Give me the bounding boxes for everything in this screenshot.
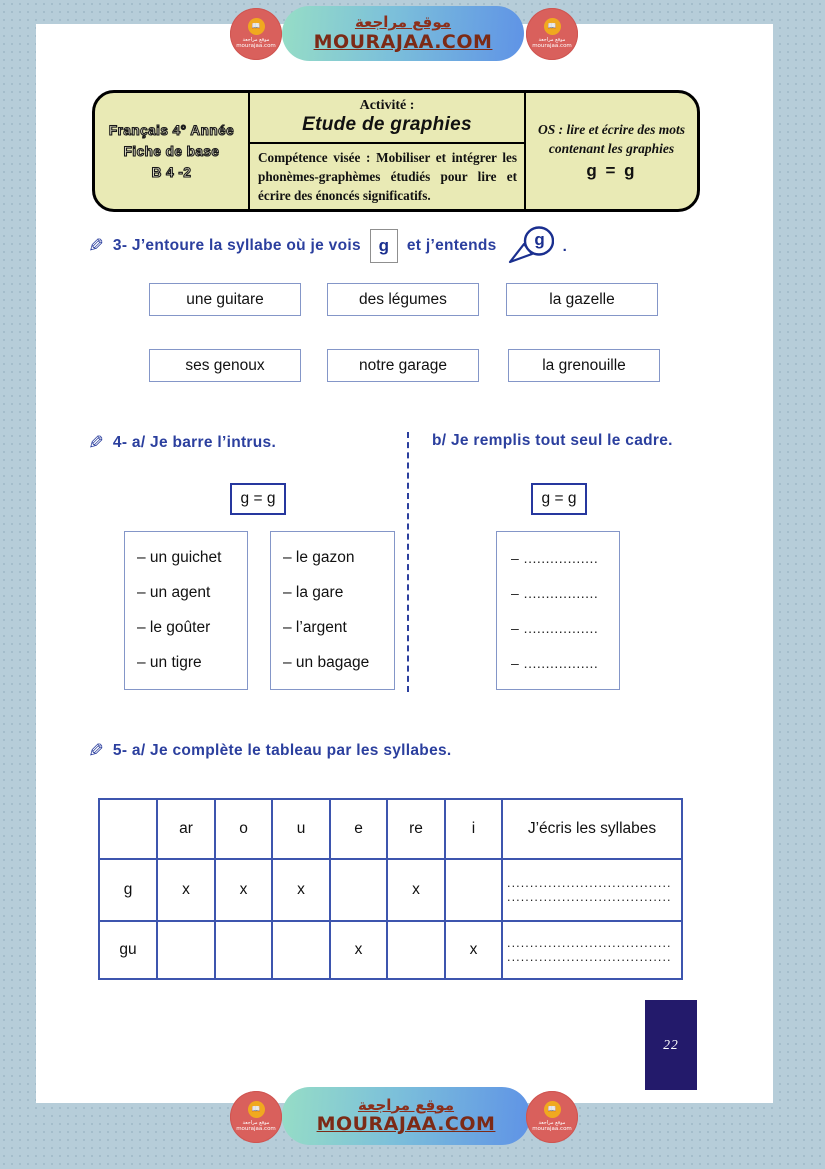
badge-arabic: موقع مراجعة bbox=[538, 1119, 566, 1126]
banner-site-url: MOURAJAA.COM bbox=[313, 30, 493, 53]
ex4a-title: 4- a/ Je barre l’intrus. bbox=[112, 434, 277, 451]
fill-line: – ................. bbox=[511, 620, 599, 637]
sheet-type: Fiche de base bbox=[123, 143, 220, 159]
word-box: ses genoux bbox=[149, 349, 301, 382]
word-box: la grenouille bbox=[508, 349, 660, 382]
exercise-3-instruction bbox=[88, 226, 567, 266]
exercise-4b-instruction bbox=[432, 432, 673, 450]
objective-graphies: g = g bbox=[586, 160, 637, 180]
page-number: 22 bbox=[645, 1000, 697, 1090]
objective-text: OS : lire et écrire des mots contenant les graphies bbox=[538, 122, 685, 156]
row-label: gu bbox=[99, 921, 157, 979]
dotted-line: .................................... bbox=[507, 950, 672, 964]
site-badge bbox=[526, 1091, 578, 1143]
header-course-info bbox=[95, 93, 250, 209]
mark-cell bbox=[272, 921, 330, 979]
hear-letter: g bbox=[534, 230, 545, 249]
header-cell bbox=[99, 799, 157, 859]
word-box: la gazelle bbox=[506, 283, 658, 316]
list-item: – le gazon bbox=[283, 548, 355, 566]
mark-cell: x bbox=[445, 921, 502, 979]
fill-line: – ................. bbox=[511, 584, 599, 601]
list-item: – la gare bbox=[283, 583, 344, 601]
header-cell: ar bbox=[157, 799, 215, 859]
header-cell: re bbox=[387, 799, 445, 859]
ex3-text-prefix: 3- J’entoure la syllabe où je vois bbox=[112, 237, 361, 254]
speech-bubble-icon bbox=[506, 226, 554, 266]
table-header-row bbox=[99, 799, 682, 859]
badge-site: mourajaa.com bbox=[236, 1126, 276, 1133]
dashed-divider bbox=[407, 432, 409, 692]
list-item: – un guichet bbox=[137, 548, 222, 566]
header-activity bbox=[250, 93, 526, 209]
table-row bbox=[99, 859, 682, 921]
mark-cell: x bbox=[272, 859, 330, 921]
badge-arabic: موقع مراجعة bbox=[242, 36, 270, 43]
badge-site: mourajaa.com bbox=[532, 43, 572, 50]
dotted-line: .................................... bbox=[507, 876, 672, 890]
book-icon: 📖 bbox=[544, 18, 561, 35]
ex5-title: 5- a/ Je complète le tableau par les syllabes. bbox=[112, 742, 452, 759]
fill-in-box bbox=[496, 531, 620, 690]
mark-cell bbox=[330, 859, 387, 921]
mark-cell bbox=[157, 921, 215, 979]
banner-arabic-title: موقع مراجعة bbox=[354, 13, 452, 32]
site-badge bbox=[230, 8, 282, 60]
word-box: notre garage bbox=[327, 349, 479, 382]
fill-line: – ................. bbox=[511, 655, 599, 672]
ex3-text-middle: et j’entends bbox=[406, 237, 497, 254]
header-cell: J’écris les syllabes bbox=[502, 799, 682, 859]
activity-label: Activité : bbox=[359, 98, 415, 114]
banner-site-url: MOURAJAA.COM bbox=[316, 1113, 496, 1136]
dotted-line: .................................... bbox=[507, 890, 672, 904]
word-box: une guitare bbox=[149, 283, 301, 316]
site-badge bbox=[230, 1091, 282, 1143]
graphie-box: g = g bbox=[230, 483, 286, 515]
badge-arabic: موقع مراجعة bbox=[538, 36, 566, 43]
header-cell: o bbox=[215, 799, 272, 859]
write-syllables-cell bbox=[502, 859, 682, 921]
header-cell: u bbox=[272, 799, 330, 859]
badge-site: mourajaa.com bbox=[532, 1126, 572, 1133]
book-icon: 📖 bbox=[248, 18, 265, 35]
row-label: g bbox=[99, 859, 157, 921]
dotted-line: .................................... bbox=[507, 936, 672, 950]
badge-site: mourajaa.com bbox=[236, 43, 276, 50]
pencil-icon: ✎ bbox=[88, 432, 104, 454]
mark-cell: x bbox=[157, 859, 215, 921]
exercise-4a-instruction bbox=[88, 432, 276, 454]
list-item: – un bagage bbox=[283, 654, 370, 672]
competence-text: Compétence visée : Mobiliser et intégrer les phonèmes-graphèmes étudiés pour lire et écrire des énoncés significatifs. bbox=[258, 149, 517, 203]
site-banner bbox=[282, 6, 524, 61]
banner-arabic-title: موقع مراجعة bbox=[357, 1095, 455, 1114]
write-syllables-cell bbox=[502, 921, 682, 979]
word-box: des légumes bbox=[327, 283, 479, 316]
book-icon: 📖 bbox=[248, 1101, 265, 1118]
mark-cell bbox=[445, 859, 502, 921]
course-level: Français 4° Année bbox=[108, 122, 235, 138]
mark-cell: x bbox=[215, 859, 272, 921]
table-row bbox=[99, 921, 682, 979]
fill-line: – ................. bbox=[511, 549, 599, 566]
pencil-icon: ✎ bbox=[88, 235, 104, 257]
list-item: – un agent bbox=[137, 583, 211, 601]
book-icon: 📖 bbox=[544, 1101, 561, 1118]
header-cell: i bbox=[445, 799, 502, 859]
ex4b-title: b/ Je remplis tout seul le cadre. bbox=[432, 432, 673, 449]
site-banner bbox=[282, 1087, 530, 1145]
site-badge bbox=[526, 8, 578, 60]
syllable-table bbox=[98, 798, 683, 980]
mark-cell: x bbox=[330, 921, 387, 979]
list-item: – le goûter bbox=[137, 619, 211, 637]
ex3-text-suffix: . bbox=[562, 237, 567, 255]
graphie-box: g = g bbox=[531, 483, 587, 515]
list-item: – l’argent bbox=[283, 619, 347, 637]
header-objective bbox=[526, 93, 697, 209]
word-list-1 bbox=[124, 531, 248, 690]
pencil-icon: ✎ bbox=[88, 740, 104, 762]
header-cell: e bbox=[330, 799, 387, 859]
list-item: – un tigre bbox=[137, 654, 202, 672]
mark-cell: x bbox=[387, 859, 445, 921]
sheet-code: B 4 -2 bbox=[151, 164, 192, 180]
worksheet-header bbox=[92, 90, 700, 212]
exercise-5-instruction bbox=[88, 740, 452, 762]
mark-cell bbox=[215, 921, 272, 979]
activity-title: Etude de graphies bbox=[302, 114, 472, 136]
word-list-2 bbox=[270, 531, 395, 690]
mark-cell bbox=[387, 921, 445, 979]
badge-arabic: موقع مراجعة bbox=[242, 1119, 270, 1126]
see-letter-box: g bbox=[370, 229, 398, 263]
